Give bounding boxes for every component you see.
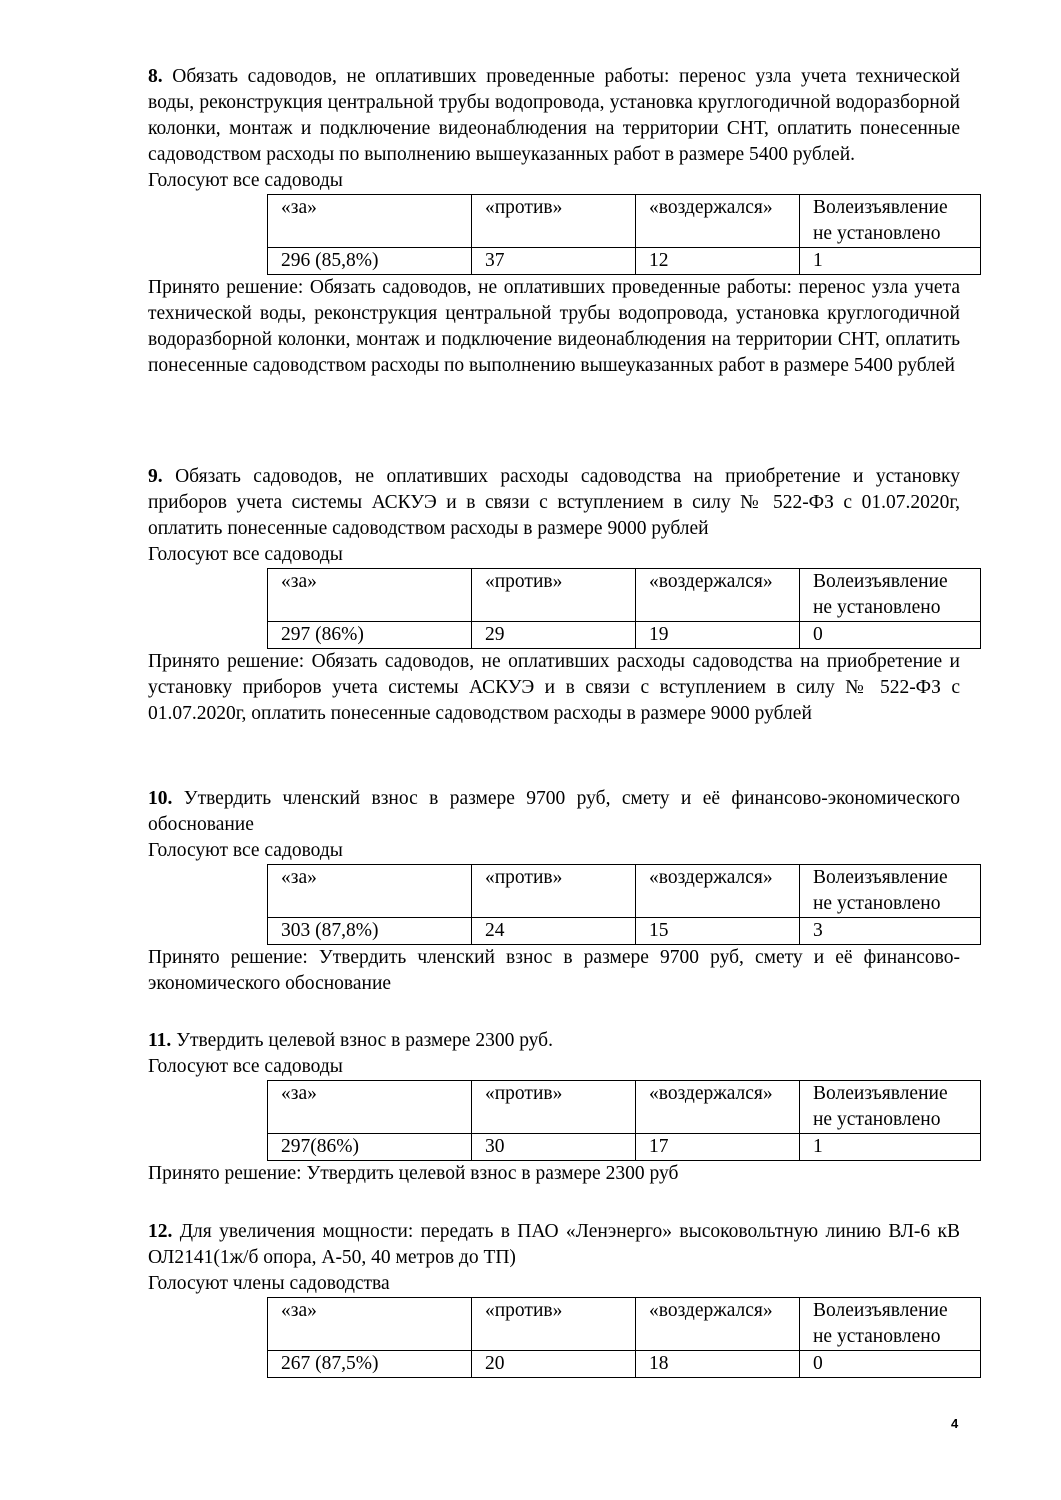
header-against: «против» (472, 1081, 636, 1134)
header-for: «за» (268, 865, 472, 918)
header-for: «за» (268, 195, 472, 248)
header-for: «за» (268, 569, 472, 622)
item-body: Обязать садоводов, не оплативших проведенные работы: перенос узла учета технической воды, реконструкция центральной трубы водопровода, установка круглогодичной водоразборной колонки, монтаж и подключение видеонаблюдения на территории СНТ, оплатить понесенные садоводством расходы по выполнению вышеуказанных работ в размере 5400 рублей. (148, 66, 961, 165)
item-text (148, 1028, 960, 1054)
item-text (148, 1219, 960, 1271)
header-undetermined-line2: не установлено (813, 893, 941, 914)
decision-text: Принято решение: Утвердить целевой взнос в размере 2300 руб (148, 1163, 679, 1184)
votes-for: 297 (86%) (268, 622, 472, 649)
item-text (148, 64, 960, 168)
votes-abstained: 12 (636, 248, 800, 275)
voters-line: Голосуют все садоводы (148, 544, 343, 565)
votes-header-row (268, 865, 981, 918)
header-undetermined (800, 195, 981, 248)
votes-header-row (268, 1081, 981, 1134)
header-undetermined (800, 1081, 981, 1134)
page-number: 4 (951, 1416, 959, 1431)
header-abstained: «воздержался» (636, 195, 800, 248)
agenda-item-8 (148, 64, 960, 379)
header-undetermined-line2: не установлено (813, 1326, 941, 1347)
decision-text: Принято решение: Обязать садоводов, не оплативших расходы садоводства на приобретение и установку приборов учета системы АСКУЭ и в связи с вступлением в силу № 522-ФЗ с 01.07.2020г, оплатить понесенные садоводством расходы в размере 9000 рублей (148, 651, 960, 724)
votes-against: 20 (472, 1351, 636, 1378)
votes-abstained: 17 (636, 1134, 800, 1161)
decision-text: Принято решение: Утвердить членский взнос в размере 9700 руб, смету и её финансово-экономического обоснование (148, 947, 960, 994)
voters-line: Голосуют все садоводы (148, 1056, 343, 1077)
header-undetermined-line1: Волеизъявление (813, 867, 948, 888)
voters-line: Голосуют все садоводы (148, 840, 343, 861)
votes-values-row (268, 1134, 981, 1161)
item-number: 10. (148, 788, 173, 809)
votes-against: 30 (472, 1134, 636, 1161)
header-undetermined-line1: Волеизъявление (813, 197, 948, 218)
votes-for: 267 (87,5%) (268, 1351, 472, 1378)
item-text (148, 786, 960, 838)
votes-undetermined: 3 (800, 918, 981, 945)
voters-line: Голосуют члены садоводства (148, 1273, 390, 1294)
header-undetermined-line2: не установлено (813, 597, 941, 618)
votes-abstained: 19 (636, 622, 800, 649)
votes-abstained: 15 (636, 918, 800, 945)
votes-undetermined: 1 (800, 1134, 981, 1161)
header-undetermined (800, 569, 981, 622)
votes-header-row (268, 569, 981, 622)
votes-against: 24 (472, 918, 636, 945)
header-against: «против» (472, 1298, 636, 1351)
votes-values-row (268, 1351, 981, 1378)
votes-table (267, 1297, 981, 1378)
item-number: 12. (148, 1221, 173, 1242)
votes-header-row (268, 1298, 981, 1351)
votes-undetermined: 0 (800, 1351, 981, 1378)
agenda-item-11 (148, 1028, 960, 1187)
votes-against: 37 (472, 248, 636, 275)
header-against: «против» (472, 865, 636, 918)
header-undetermined (800, 1298, 981, 1351)
votes-table (267, 1080, 981, 1161)
header-undetermined-line2: не установлено (813, 223, 941, 244)
item-number: 9. (148, 466, 163, 487)
item-number: 11. (148, 1030, 172, 1051)
votes-for: 296 (85,8%) (268, 248, 472, 275)
header-undetermined (800, 865, 981, 918)
item-text (148, 464, 960, 542)
header-abstained: «воздержался» (636, 1081, 800, 1134)
header-abstained: «воздержался» (636, 865, 800, 918)
decision-text: Принято решение: Обязать садоводов, не оплативших проведенные работы: перенос узла учета технической воды, реконструкция центральной трубы водопровода, установка круглогодичной водоразборной колонки, монтаж и подключение видеонаблюдения на территории СНТ, оплатить понесенные садоводством расходы по выполнению вышеуказанных работ в размере 5400 рублей (148, 277, 960, 376)
votes-table (267, 864, 981, 945)
agenda-item-12 (148, 1219, 960, 1378)
votes-abstained: 18 (636, 1351, 800, 1378)
item-number: 8. (148, 66, 163, 87)
header-against: «против» (472, 569, 636, 622)
item-body: Для увеличения мощности: передать в ПАО «Ленэнерго» высоковольтную линию ВЛ-6 кВ ОЛ2141(1ж/б опора, А-50, 40 метров до ТП) (148, 1221, 960, 1268)
votes-undetermined: 0 (800, 622, 981, 649)
header-for: «за» (268, 1298, 472, 1351)
voters-line: Голосуют все садоводы (148, 170, 343, 191)
votes-for: 297(86%) (268, 1134, 472, 1161)
header-undetermined-line1: Волеизъявление (813, 1083, 948, 1104)
header-abstained: «воздержался» (636, 569, 800, 622)
votes-values-row (268, 918, 981, 945)
votes-against: 29 (472, 622, 636, 649)
header-abstained: «воздержался» (636, 1298, 800, 1351)
votes-for: 303 (87,8%) (268, 918, 472, 945)
votes-table (267, 194, 981, 275)
votes-header-row (268, 195, 981, 248)
header-against: «против» (472, 195, 636, 248)
header-undetermined-line2: не установлено (813, 1109, 941, 1130)
header-undetermined-line1: Волеизъявление (813, 571, 948, 592)
agenda-item-9 (148, 464, 960, 727)
header-for: «за» (268, 1081, 472, 1134)
votes-undetermined: 1 (800, 248, 981, 275)
header-undetermined-line1: Волеизъявление (813, 1300, 948, 1321)
item-body: Утвердить членский взнос в размере 9700 руб, смету и её финансово-экономического обоснование (148, 788, 961, 835)
votes-table (267, 568, 981, 649)
item-body: Утвердить целевой взнос в размере 2300 руб. (176, 1030, 553, 1051)
votes-values-row (268, 622, 981, 649)
item-body: Обязать садоводов, не оплативших расходы садоводства на приобретение и установку приборов учета системы АСКУЭ и в связи с вступлением в силу № 522-ФЗ с 01.07.2020г, оплатить понесенные садоводством расходы в размере 9000 рублей (148, 466, 961, 539)
agenda-item-10 (148, 786, 960, 997)
votes-values-row (268, 248, 981, 275)
